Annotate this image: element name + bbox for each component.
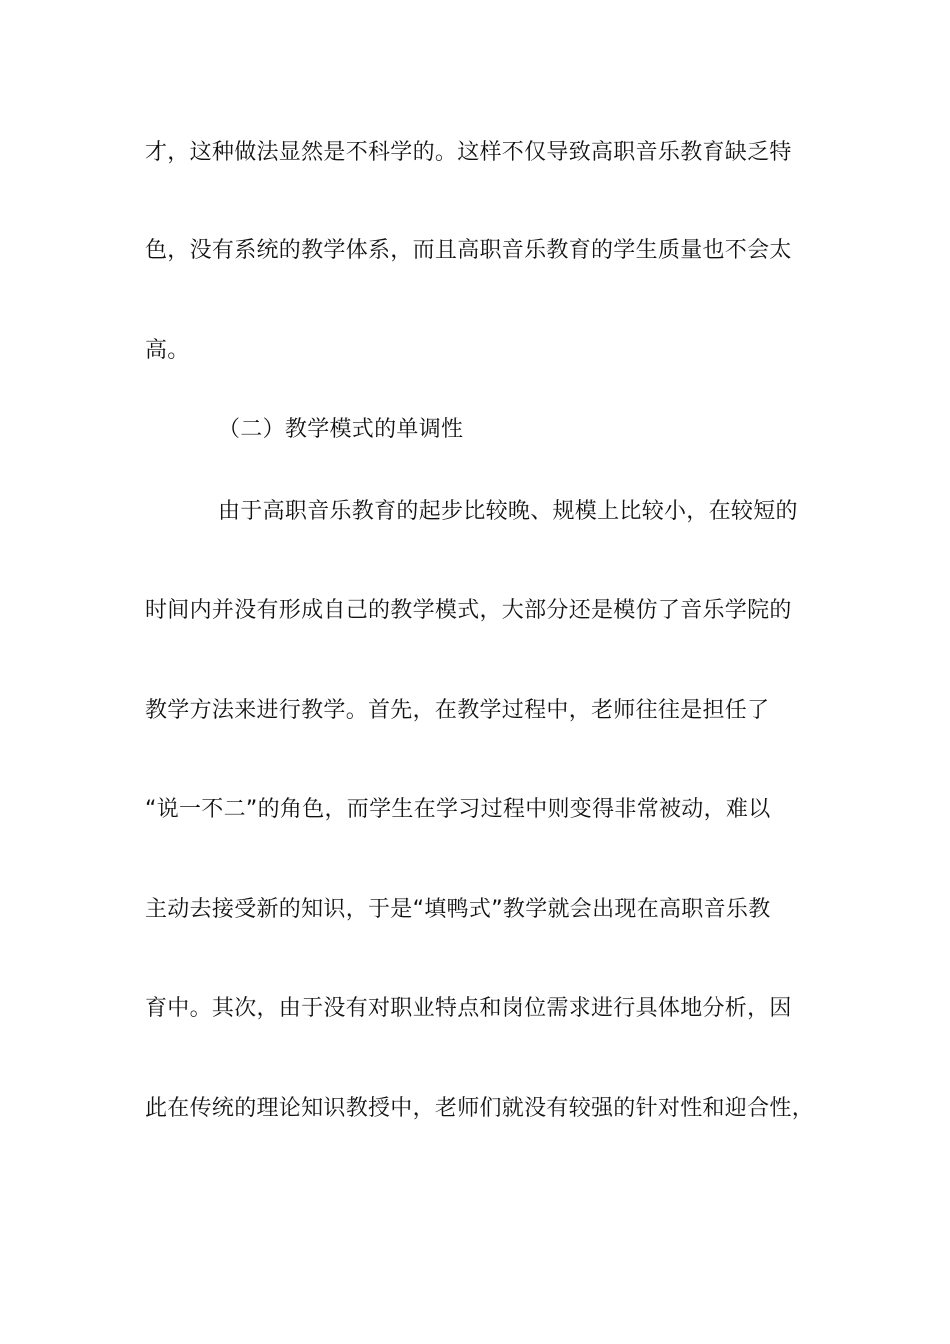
body-text-line: 时间内并没有形成自己的教学模式，大部分还是模仿了音乐学院的 xyxy=(145,598,792,623)
body-text-line: 才，这种做法显然是不科学的。这样不仅导致高职音乐教育缺乏特 xyxy=(145,140,792,165)
body-text-line: 色，没有系统的教学体系，而且高职音乐教育的学生质量也不会太 xyxy=(145,238,792,263)
body-text-line: 由于高职音乐教育的起步比较晚、规模上比较小，在较短的 xyxy=(218,499,798,524)
body-text-line: 主动去接受新的知识，于是“填鸭式”教学就会出现在高职音乐教 xyxy=(145,897,771,922)
section-heading: （二）教学模式的单调性 xyxy=(218,417,464,442)
body-text-line: 高。 xyxy=(145,338,190,363)
body-text-line: 育中。其次，由于没有对职业特点和岗位需求进行具体地分析，因 xyxy=(145,996,792,1021)
body-text-line: 此在传统的理论知识教授中，老师们就没有较强的针对性和迎合性， xyxy=(145,1096,815,1121)
body-text-line: 教学方法来进行教学。首先，在教学过程中，老师往往是担任了 xyxy=(145,698,770,723)
body-text-line: “说一不二”的角色，而学生在学习过程中则变得非常被动，难以 xyxy=(145,797,771,822)
